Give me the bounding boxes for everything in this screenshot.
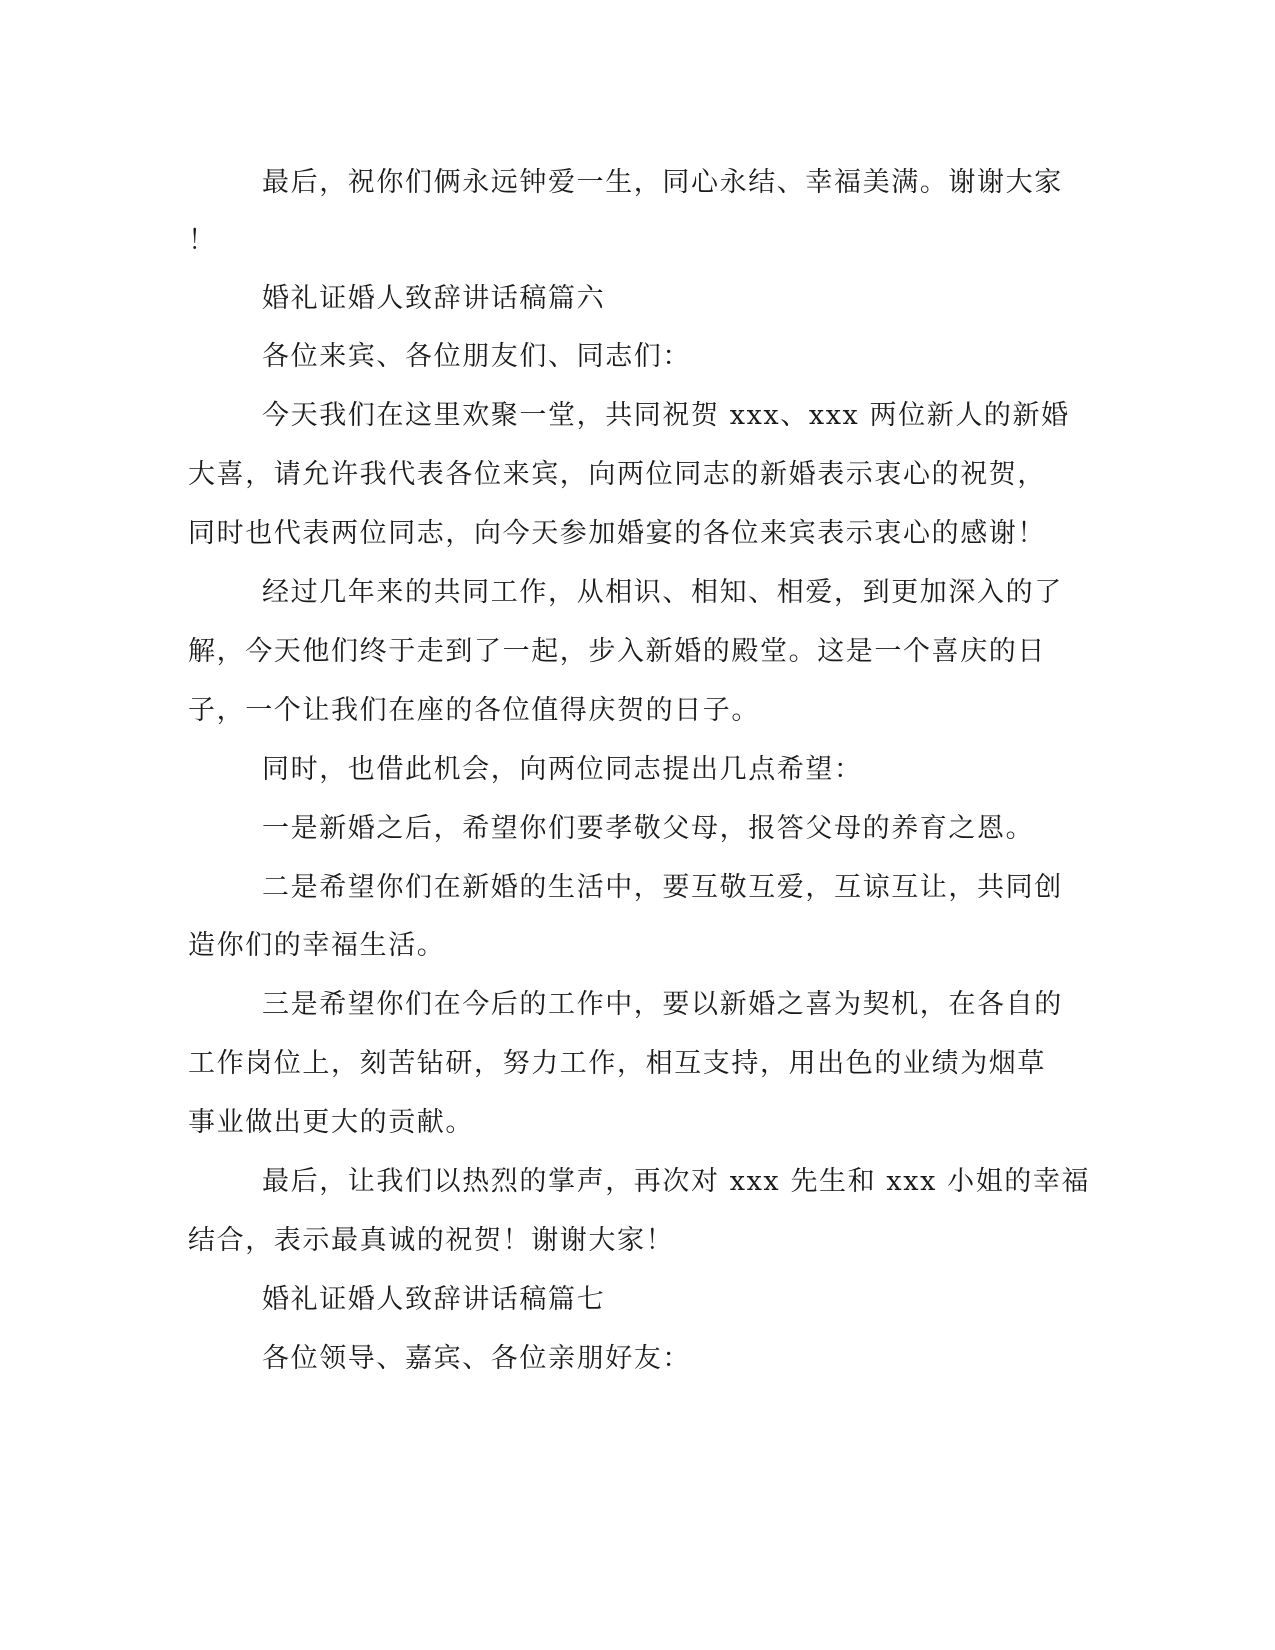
- paragraph-line: 大喜，请允许我代表各位来宾，向两位同志的新婚表示衷心的祝贺，: [188, 459, 1046, 490]
- paragraph-line: 二是希望你们在新婚的生活中，要互敬互爱，互谅互让，共同创: [262, 872, 1063, 903]
- paragraph-line: 三是希望你们在今后的工作中，要以新婚之喜为契机，在各自的: [262, 989, 1063, 1020]
- paragraph-line: ！: [188, 225, 217, 256]
- paragraph-line: 一是新婚之后，希望你们要孝敬父母，报答父母的养育之恩。: [262, 813, 1035, 844]
- paragraph-line: 最后，祝你们俩永远钟爱一生，同心永结、幸福美满。谢谢大家: [262, 167, 1063, 198]
- paragraph-line: 结合，表示最真诚的祝贺！谢谢大家！: [188, 1225, 675, 1256]
- section-heading: 婚礼证婚人致辞讲话稿篇七: [262, 1284, 606, 1315]
- paragraph-line: 子，一个让我们在座的各位值得庆贺的日子。: [188, 695, 760, 726]
- paragraph-line: 造你们的幸福生活。: [188, 930, 446, 961]
- paragraph-line: 同时，也借此机会，向两位同志提出几点希望：: [262, 754, 863, 785]
- paragraph-line: 最后，让我们以热烈的掌声，再次对 xxx 先生和 xxx 小姐的幸福: [262, 1166, 1091, 1197]
- paragraph-line: 事业做出更大的贡献。: [188, 1107, 474, 1138]
- paragraph-line: 同时也代表两位同志，向今天参加婚宴的各位来宾表示衷心的感谢！: [188, 518, 1046, 549]
- paragraph-line: 解，今天他们终于走到了一起，步入新婚的殿堂。这是一个喜庆的日: [188, 636, 1046, 667]
- paragraph-line: 工作岗位上，刻苦钻研，努力工作，相互支持，用出色的业绩为烟草: [188, 1048, 1046, 1079]
- paragraph-line: 今天我们在这里欢聚一堂，共同祝贺 xxx、xxx 两位新人的新婚: [262, 400, 1070, 431]
- section-heading: 婚礼证婚人致辞讲话稿篇六: [262, 283, 606, 314]
- salutation: 各位领导、嘉宾、各位亲朋好友：: [262, 1343, 691, 1374]
- paragraph-line: 经过几年来的共同工作，从相识、相知、相爱，到更加深入的了: [262, 577, 1063, 608]
- salutation: 各位来宾、各位朋友们、同志们：: [262, 341, 691, 372]
